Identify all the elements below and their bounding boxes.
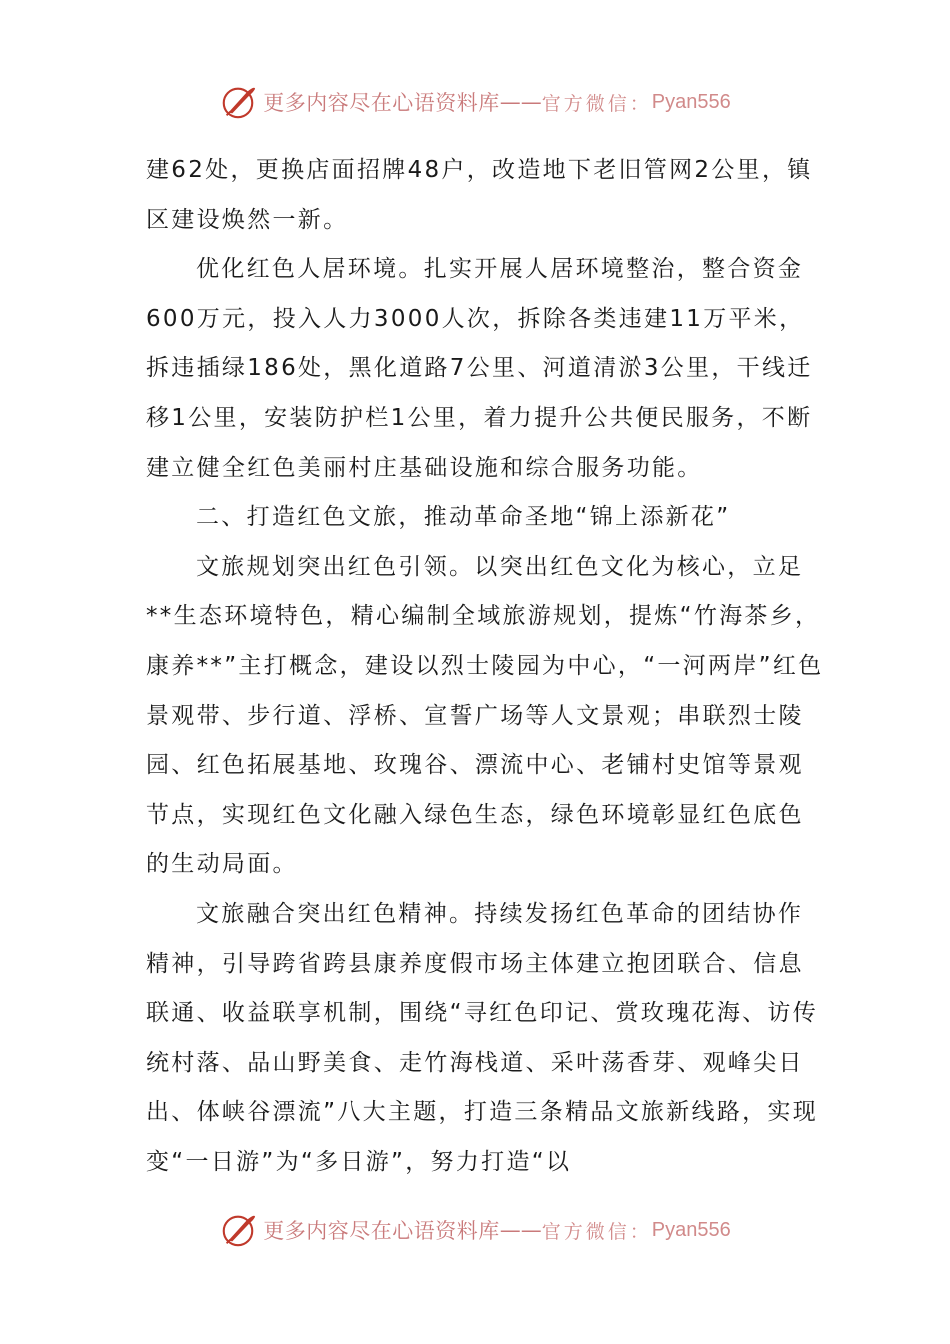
footer-watermark <box>0 1208 950 1252</box>
quill-pen-logo-icon <box>219 83 257 121</box>
watermark-official-label: 官方微信： <box>541 92 652 115</box>
watermark-slogan: 更多内容尽在心语资料库 <box>263 91 500 115</box>
paragraph-1: 建62处，更换店面招牌48户，改造地下老旧管网2公里，镇区建设焕然一新。 <box>146 157 813 233</box>
paragraph-4: 文旅融合突出红色精神。持续发扬红色革命的团结协作精神，引导跨省跨县康养度假市场主体建立抱团联合、信息联通、收益联享机制，围绕“寻红色印记、赏玫瑰花海、访传统村落、品山野美食、走竹海栈道、采叶荡香芽、观峰尖日出、体峡谷漂流”八大主题，打造三条精品文旅新线路，实现变“一日游”为“多日游”，努力打造“以 <box>146 900 819 1175</box>
quill-pen-logo-icon <box>219 1211 257 1249</box>
paragraph-2: 优化红色人居环境。扎实开展人居环境整治，整合资金600万元，投入人力3000人次，拆除各类违建11万平米，拆违插绿186处，黑化道路7公里、河道清淤3公里，干线迁移1公里，安装防护栏1公里，着力提升公共便民服务，不断建立健全红色美丽村庄基础设施和综合服务功能。 <box>146 256 813 481</box>
watermark-dash: —— <box>499 1218 542 1242</box>
section-heading: 二、打造红色文旅，推动革命圣地“锦上添新花” <box>196 504 731 531</box>
watermark-wechat-id: Pyan556 <box>651 90 731 113</box>
watermark-slogan: 更多内容尽在心语资料库 <box>263 1219 500 1243</box>
document-body <box>146 146 826 1187</box>
watermark-wechat-id: Pyan556 <box>651 1218 731 1241</box>
header-watermark <box>0 80 950 124</box>
watermark-official-label: 官方微信： <box>541 1220 652 1243</box>
paragraph-3: 文旅规划突出红色引领。以突出红色文化为核心，立足**生态环境特色，精心编制全域旅游规划，提炼“竹海茶乡，康养**”主打概念，建设以烈士陵园为中心，“一河两岸”红色景观带、步行道、浮桥、宣誓广场等人文景观；串联烈士陵园、红色拓展基地、玫瑰谷、漂流中心、老铺村史馆等景观节点，实现红色文化融入绿色生态，绿色环境彰显红色底色的生动局面。 <box>146 553 824 878</box>
watermark-dash: —— <box>499 90 542 114</box>
